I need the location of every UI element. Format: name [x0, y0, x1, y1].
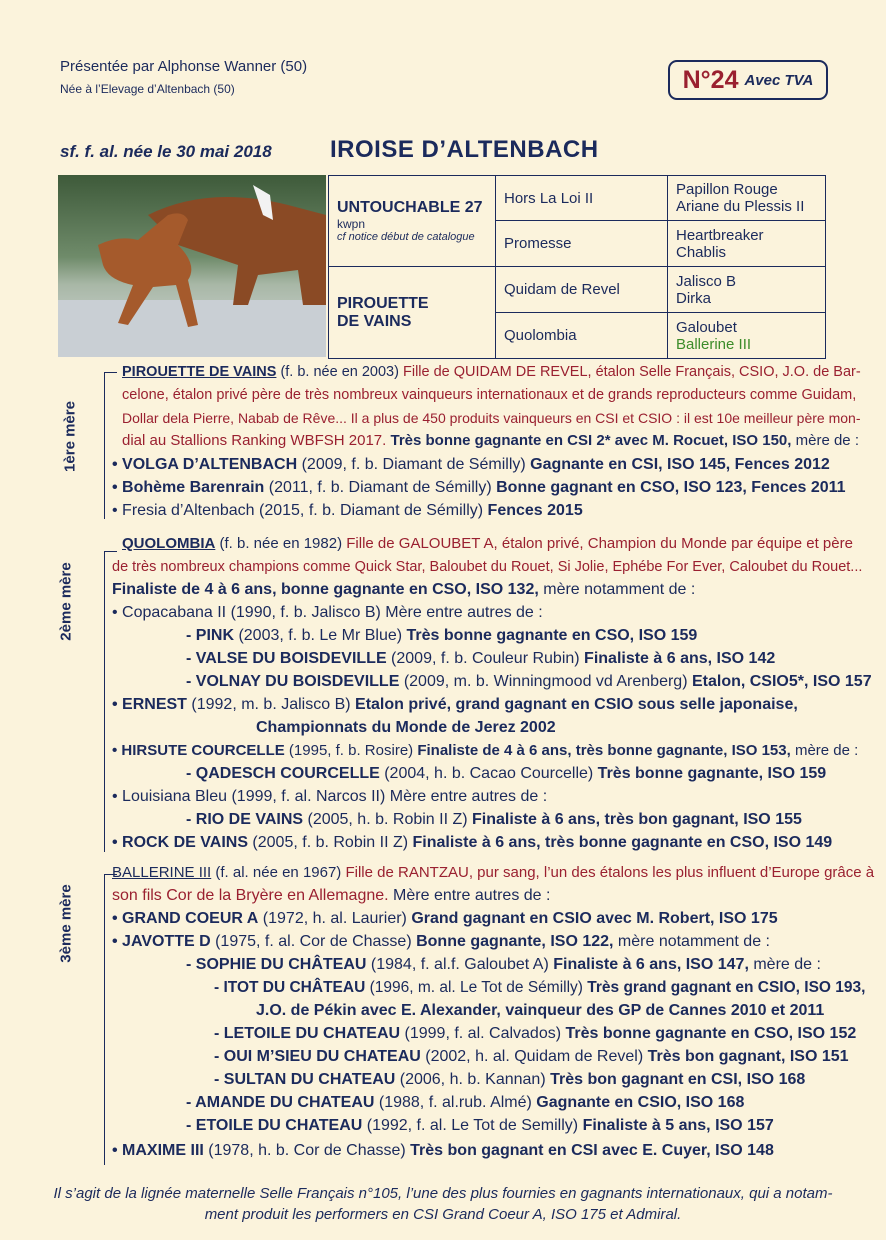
pedigree-table [328, 175, 826, 359]
m2-line-3: Finaliste de 4 à 6 ans, bonne gagnante en CSO, ISO 132, mère notamment de : [112, 581, 696, 598]
lot-number: N°24 [682, 65, 739, 94]
footer-line-2: ment produit les performers en CSI Grand Coeur A, ISO 175 et Admiral. [204, 1206, 682, 1223]
vat-label: Avec TVA [744, 71, 814, 89]
m3-line-5: - SOPHIE DU CHÂTEAU (1984, f. al.f. Galoubet A) Finaliste à 6 ans, ISO 147, mère de : [186, 956, 821, 973]
m2-line-5: - PINK (2003, f. b. Le Mr Blue) Très bonne gagnante en CSO, ISO 159 [186, 627, 698, 644]
horse-photo [58, 175, 326, 357]
m3-line-2: son fils Cor de la Bryère en Allemagne. Mère entre autres de : [112, 887, 551, 904]
m3-line-1: BALLERINE III (f. al. née en 1967) Fille de RANTZAU, pur sang, l’un des étalons les plus influent d’Europe grâce à [112, 864, 875, 881]
pedigree-ss: Hors La Loi II [496, 176, 668, 221]
pedigree-dsd: Dirka [676, 289, 712, 307]
pedigree-ds: Quidam de Revel [496, 267, 668, 313]
m2-line-11: - QADESCH COURCELLE (2004, h. b. Cacao Courcelle) Très bonne gagnante, ISO 159 [186, 765, 827, 782]
lot-badge [668, 60, 828, 100]
m3-line-12: - ETOILE DU CHATEAU (1992, f. al. Le Tot de Semilly) Finaliste à 5 ans, ISO 157 [186, 1117, 774, 1134]
m1-line-6: • Bohème Barenrain (2011, f. b. Diamant de Sémilly) Bonne gagnant en CSO, ISO 123, Fences 2011 [112, 479, 846, 496]
pedigree-dd-parents [668, 313, 826, 359]
m3-line-4: • JAVOTTE D (1975, f. al. Cor de Chasse) Bonne gagnante, ISO 122, mère notamment de : [112, 933, 770, 950]
m1-line-5: • VOLGA D’ALTENBACH (2009, f. b. Diamant de Sémilly) Gagnante en CSI, ISO 145, Fences 2012 [112, 456, 830, 473]
footer-line-1: Il s’agit de la lignée maternelle Selle Français n°105, l’une des plus fournies en gagnants internationaux, qui a notam- [53, 1185, 833, 1202]
m2-line-13: - RIO DE VAINS (2005, h. b. Robin II Z) Finaliste à 6 ans, très bon gagnant, ISO 155 [186, 811, 802, 828]
pedigree-sds: Heartbreaker [676, 226, 764, 244]
m1-line-4: dial au Stallions Ranking WBFSH 2017. Très bonne gagnante en CSI 2* avec M. Rocuet, ISO 150, mère de : [122, 432, 859, 449]
horse-name: IROISE D’ALTENBACH [330, 136, 599, 163]
m2-line-14: • ROCK DE VAINS (2005, f. b. Robin II Z) Finaliste à 6 ans, très bonne gagnante en CSO, ISO 149 [112, 834, 833, 851]
pedigree-dss: Jalisco B [676, 272, 737, 290]
m3-line-11: - AMANDE DU CHATEAU (1988, f. al.rub. Almé) Gagnante en CSIO, ISO 168 [186, 1094, 745, 1111]
m1-line-3: Dollar dela Pierre, Nabab de Rêve... Il a plus de 450 produits vainqueurs en CSI et CSIO : il est 10e meilleur père mon- [122, 410, 861, 426]
pedigree-sire-cell [329, 176, 496, 267]
pedigree-dam-cell [329, 267, 496, 359]
m2-label: 2ème mère [57, 562, 75, 641]
m3-line-10: - SULTAN DU CHATEAU (2006, h. b. Kannan) Très bon gagnant en CSI, ISO 168 [214, 1071, 806, 1088]
pedigree-dds: Galoubet [676, 318, 737, 336]
presenter-text: Présentée par Alphonse Wanner (50) [60, 58, 308, 75]
m2-line-12: • Louisiana Bleu (1999, f. al. Narcos II) Mère entre autres de : [112, 788, 548, 805]
pedigree-sdd: Chablis [676, 243, 727, 261]
m3-line-9: - OUI M’SIEU DU CHATEAU (2002, h. al. Quidam de Revel) Très bon gagnant, ISO 151 [214, 1048, 849, 1065]
m2-line-2: de très nombreux champions comme Quick Star, Baloubet du Rouet, Si Jolie, Ephébe For Ever, Caloubet du Rouet... [112, 559, 863, 575]
m2-line-9: Championnats du Monde de Jerez 2002 [256, 719, 556, 736]
m2-line-1: QUOLOMBIA (f. b. née en 1982) Fille de GALOUBET A, étalon privé, Champion du Monde par équipe et père [122, 535, 853, 552]
m1-line-2: celone, étalon privé père de très nombreux vainqueurs internationaux et de grands reproducteurs comme Guidam, [122, 387, 857, 403]
m2-line-8: • ERNEST (1992, m. b. Jalisco B) Etalon privé, grand gagnant en CSIO sous selle japonaise, [112, 696, 798, 713]
m2-line-6: - VALSE DU BOISDEVILLE (2009, f. b. Couleur Rubin) Finaliste à 6 ans, ISO 142 [186, 650, 776, 667]
m1-line-7: • Fresia d’Altenbach (2015, f. b. Diamant de Sémilly) Fences 2015 [112, 502, 583, 519]
m1-label: 1ère mère [61, 401, 79, 472]
pedigree-ddd: Ballerine III [676, 335, 752, 353]
horse-birth: sf. f. al. née le 30 mai 2018 [60, 142, 272, 161]
pedigree-ssd: Ariane du Plessis II [676, 198, 805, 215]
m3-line-6: - ITOT DU CHÂTEAU (1996, m. al. Le Tot de Sémilly) Très grand gagnant en CSIO, ISO 193, [214, 979, 866, 996]
pedigree-sd: Promesse [496, 221, 668, 267]
m2-line-4: • Copacabana II (1990, f. b. Jalisco B) Mère entre autres de : [112, 604, 543, 621]
pedigree-ss-parents [668, 176, 826, 221]
pedigree-sire: UNTOUCHABLE 27 [337, 199, 483, 216]
m3-line-3: • GRAND COEUR A (1972, h. al. Laurier) Grand gagnant en CSIO avec M. Robert, ISO 175 [112, 910, 778, 927]
pedigree-dam: PIROUETTE [337, 294, 429, 312]
breeder-text: Née à l’Elevage d’Altenbach (50) [60, 82, 235, 96]
pedigree-sire-stud: kwpn [337, 217, 366, 231]
m2-line-7: - VOLNAY DU BOISDEVILLE (2009, m. b. Winningmood vd Arenberg) Etalon, CSIO5*, ISO 157 [186, 673, 872, 690]
pedigree-ds-parents [668, 267, 826, 313]
m2-line-10: • HIRSUTE COURCELLE (1995, f. b. Rosire) Finaliste de 4 à 6 ans, très bonne gagnante, ISO 153, mère de : [112, 742, 859, 759]
m3-line-13: • MAXIME III (1978, h. b. Cor de Chasse) Très bon gagnant en CSI avec E. Cuyer, ISO 148 [112, 1142, 774, 1159]
pedigree-sss: Papillon Rouge [676, 181, 778, 198]
pedigree-sire-note: cf notice début de catalogue [337, 231, 475, 243]
pedigree-dd: Quolombia [496, 313, 668, 359]
m3-label: 3ème mère [57, 884, 75, 963]
m3-line-8: - LETOILE DU CHATEAU (1999, f. al. Calvados) Très bonne gagnante en CSO, ISO 152 [214, 1025, 857, 1042]
pedigree-dam-line2: DE VAINS [337, 312, 412, 330]
m3-line-7: J.O. de Pékin avec E. Alexander, vainqueur des GP de Cannes 2010 et 2011 [256, 1002, 825, 1019]
m1-line-1: PIROUETTE DE VAINS (f. b. née en 2003) Fille de QUIDAM DE REVEL, étalon Selle Français, CSIO, J.O. de Bar- [122, 364, 861, 380]
footer-note [40, 1183, 846, 1225]
pedigree-sd-parents [668, 221, 826, 267]
